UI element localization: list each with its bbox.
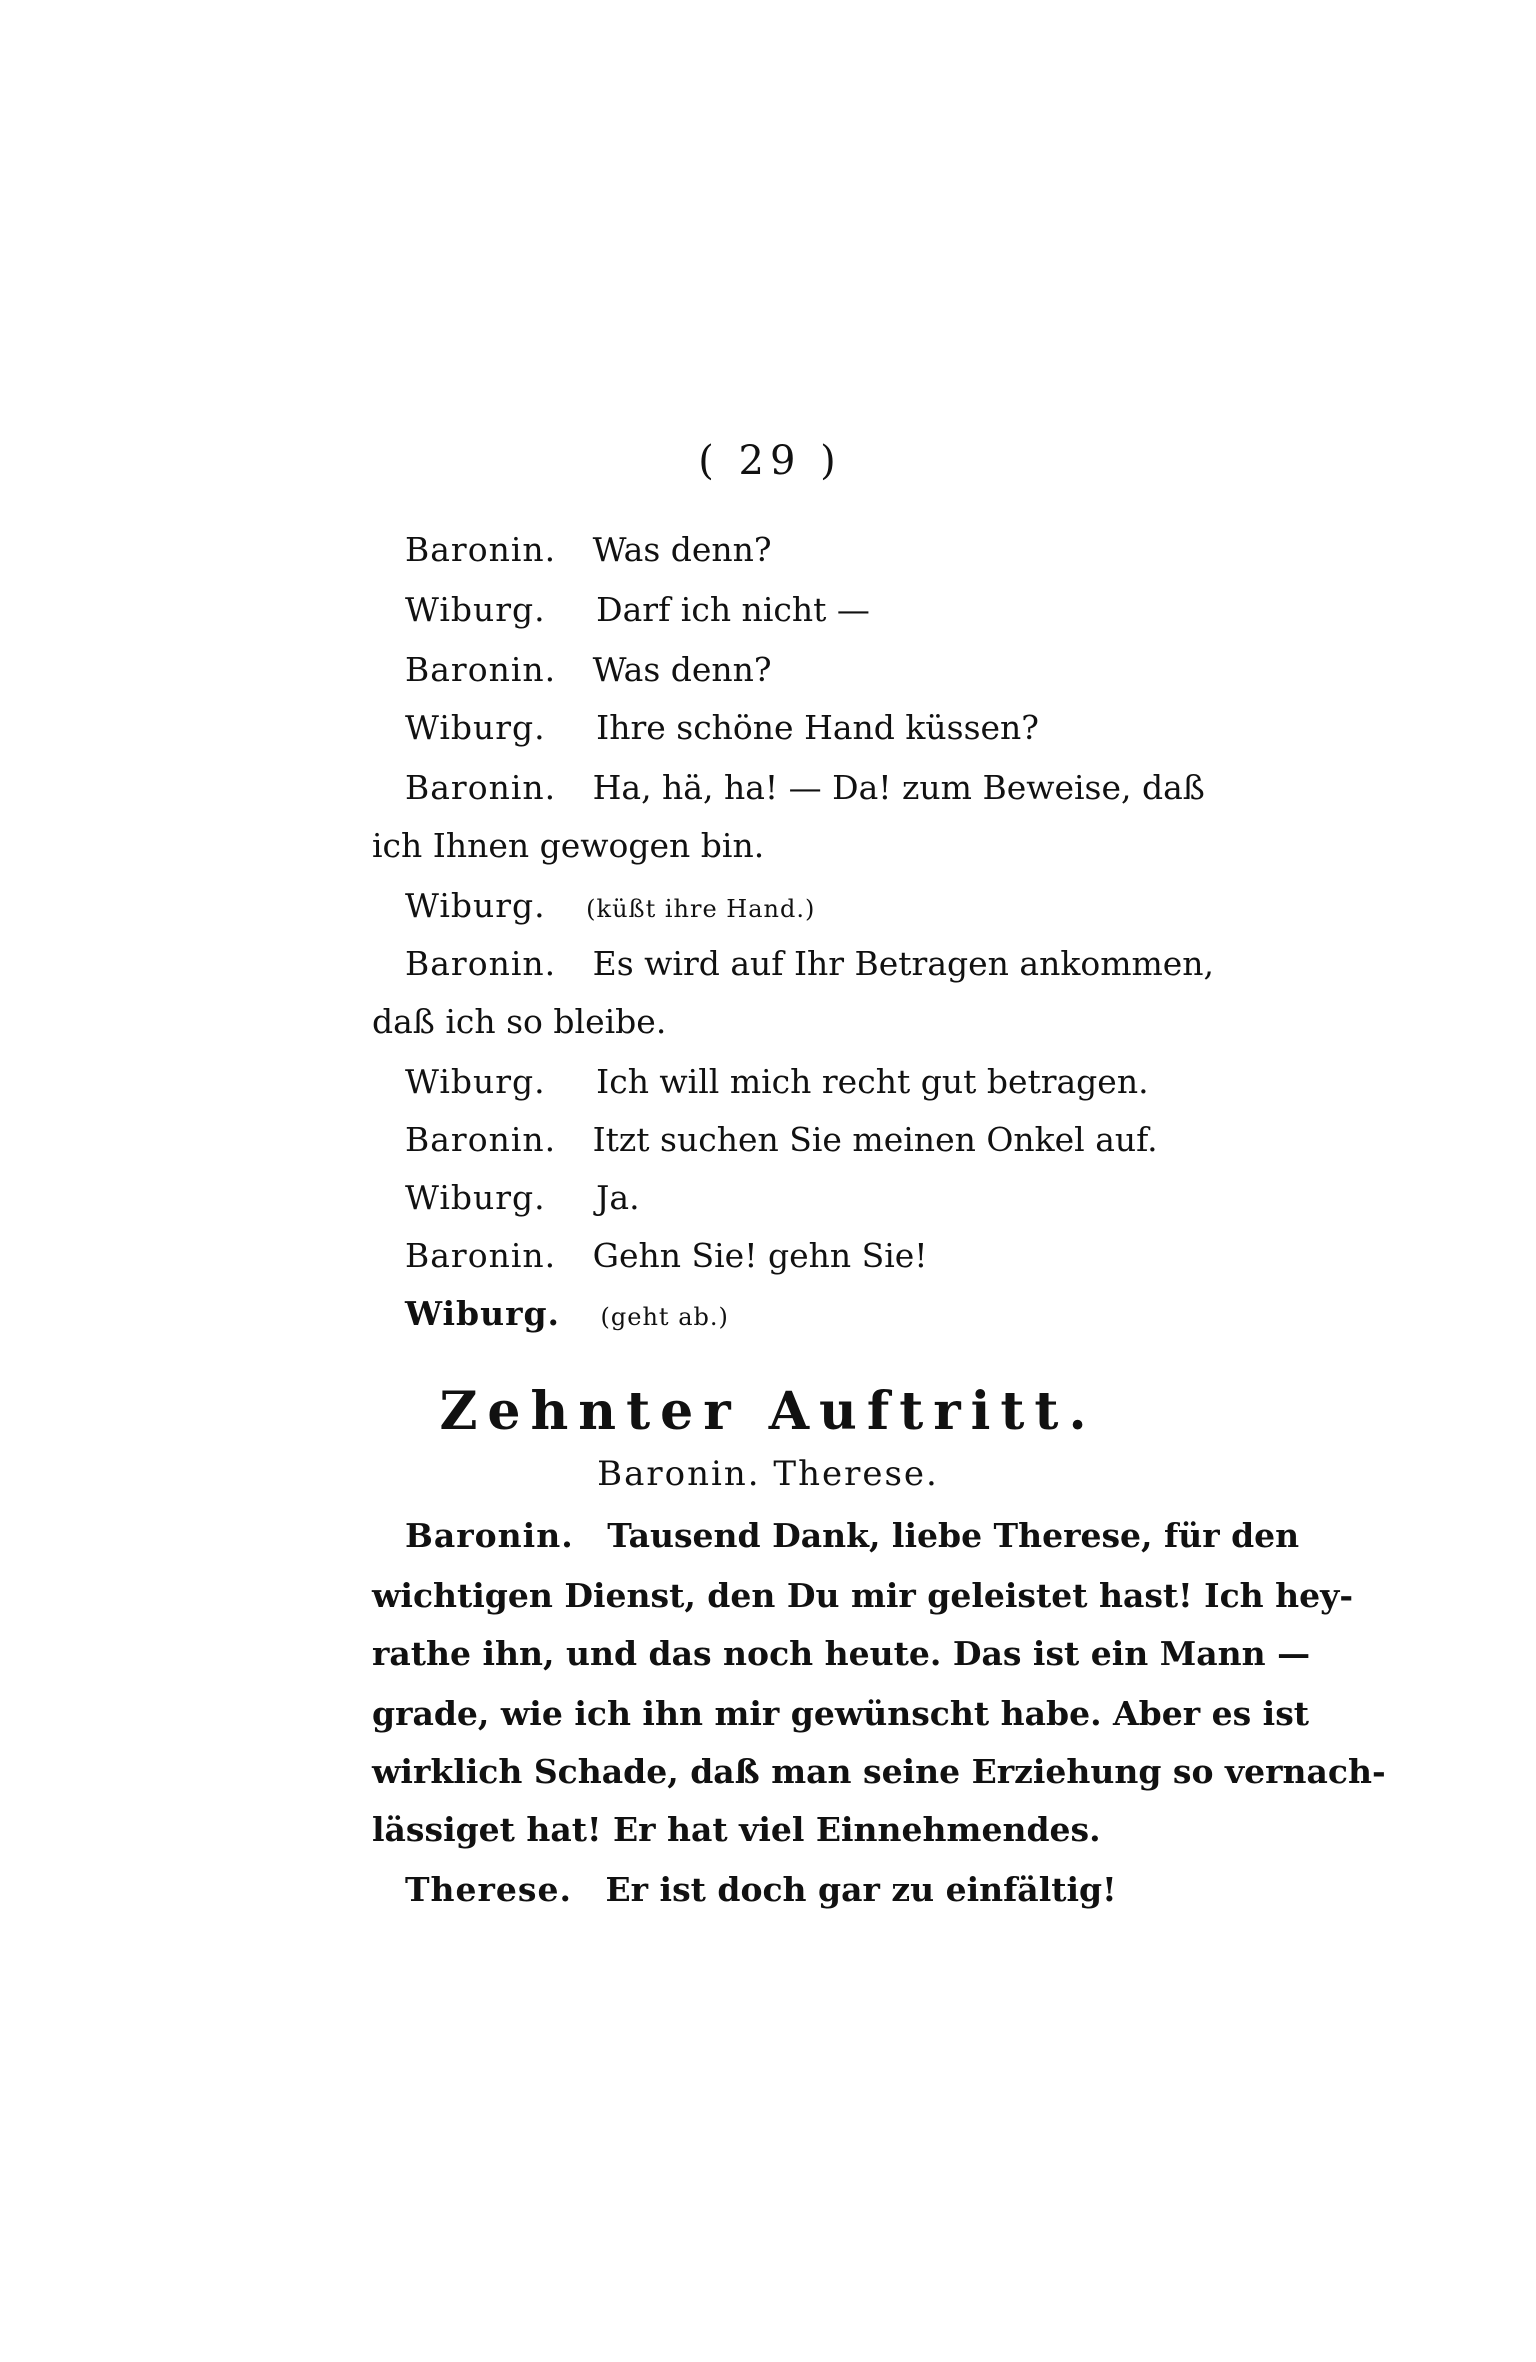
- speech-text: Itzt suchen Sie meinen Onkel auf.: [592, 1120, 1158, 1159]
- stage-direction: (geht ab.): [600, 1303, 729, 1331]
- speaker-name: Baronin.: [405, 1120, 557, 1159]
- speaker-name: Wiburg.: [405, 590, 546, 629]
- speaker-name: Baronin.: [405, 650, 557, 689]
- speaker-name: Wiburg.: [405, 708, 546, 747]
- dialogue-continuation: ich Ihnen gewogen bin.: [372, 826, 765, 865]
- dialogue-line: [405, 1176, 640, 1220]
- speaker-name: Baronin.: [405, 1516, 574, 1555]
- speaker-name: Wiburg.: [405, 1178, 546, 1217]
- speech-continuation: wirklich Schade, daß man seine Erziehung so vernach-: [372, 1752, 1386, 1791]
- dialogue-line: [405, 766, 1205, 810]
- speech-text: Er ist doch gar zu einfältig!: [605, 1870, 1117, 1909]
- speaker-name: Wiburg.: [405, 1062, 546, 1101]
- speech-text: Ich will mich recht gut betragen.: [596, 1062, 1149, 1101]
- dialogue-line: [405, 942, 1214, 986]
- page-number: ( 29 ): [698, 438, 842, 484]
- speech-text: Es wird auf Ihr Betragen ankommen,: [592, 944, 1215, 983]
- dialogue-line: [405, 706, 1039, 750]
- speech-text: Ha, hä, ha! — Da! zum Beweise, daß: [592, 768, 1205, 807]
- speaker-name: Wiburg.: [405, 1294, 561, 1333]
- stage-direction: (küßt ihre Hand.): [586, 895, 816, 923]
- speech-text: Ihre schöne Hand küssen?: [596, 708, 1039, 747]
- dialogue-line: [405, 884, 815, 931]
- speech-text: Ja.: [596, 1178, 640, 1217]
- speech-text: Gehn Sie! gehn Sie!: [592, 1236, 928, 1275]
- speech-text: Tausend Dank, liebe Therese, für den: [607, 1516, 1300, 1555]
- speaker-name: Therese.: [405, 1870, 572, 1909]
- dialogue-line: [405, 1060, 1149, 1104]
- speech-continuation: rathe ihn, und das noch heute. Das ist ein Mann —: [372, 1634, 1311, 1673]
- speech-continuation: wichtigen Dienst, den Du mir geleistet hast! Ich hey-: [372, 1576, 1354, 1615]
- dialogue-line: [405, 1292, 729, 1339]
- speaker-name: Wiburg.: [405, 886, 546, 925]
- scene-heading: Zehnter Auftritt.: [439, 1381, 1097, 1442]
- speaker-name: Baronin.: [405, 768, 557, 807]
- speaker-name: Baronin.: [405, 944, 557, 983]
- dialogue-line: [405, 1118, 1158, 1162]
- speech-text: Darf ich nicht —: [596, 590, 870, 629]
- dialogue-line: [405, 528, 772, 572]
- dialogue-line: [405, 648, 772, 692]
- speech-text: Was denn?: [592, 650, 772, 689]
- speech-continuation: lässiget hat! Er hat viel Einnehmendes.: [372, 1810, 1101, 1849]
- dialogue-line: [405, 1868, 1117, 1912]
- speech-continuation: grade, wie ich ihn mir gewünscht habe. Aber es ist: [372, 1694, 1310, 1733]
- dialogue-line: [405, 1234, 928, 1278]
- speaker-name: Baronin.: [405, 1236, 557, 1275]
- speaker-name: Baronin.: [405, 530, 557, 569]
- dialogue-line: [405, 588, 870, 632]
- dialogue-line: [405, 1514, 1299, 1558]
- speech-text: Was denn?: [592, 530, 772, 569]
- dialogue-continuation: daß ich so bleibe.: [372, 1002, 667, 1041]
- scene-cast: Baronin. Therese.: [597, 1454, 939, 1494]
